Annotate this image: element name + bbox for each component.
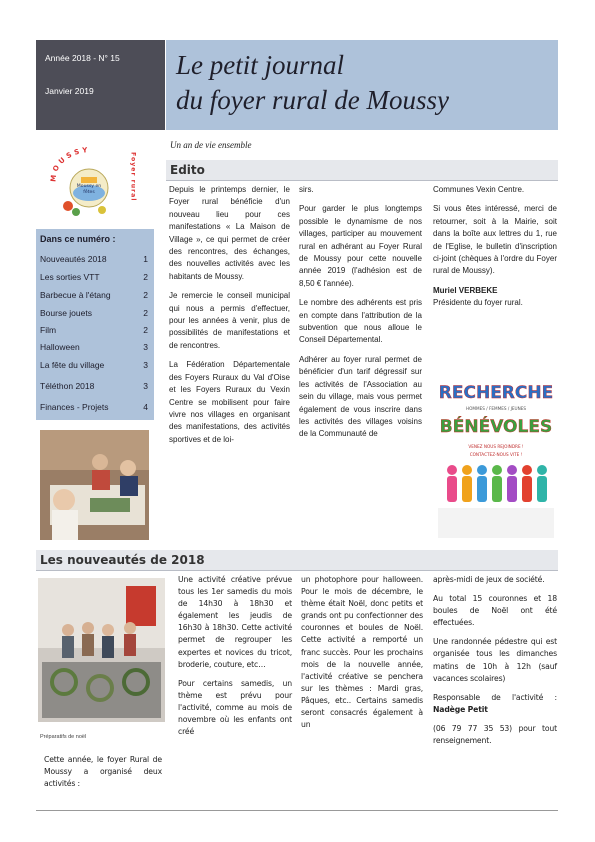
toc-item[interactable]: La fête du village 3 xyxy=(40,360,148,370)
toc-item[interactable]: Téléthon 2018 3 xyxy=(40,381,148,391)
edito-heading: Edito xyxy=(166,160,558,181)
poster-title-1: RECHERCHE xyxy=(438,383,554,403)
poster-small-1: HOMMES / FEMMES / JEUNES xyxy=(465,406,527,411)
nouveautes-column-3: après-midi de jeux de société. Au total 15 couronnes et 18 boules de Noël ont été effectuées. Une randonnée pédestre qui est organisée tous les dimanches matins de 10h à 12h (sauf vacances scolaires) Responsable de l'activité : Nadège Petit (06 79 77 35 53) pour tout renseignement. xyxy=(433,574,557,747)
logo-center-text-1: Moussy en xyxy=(76,184,102,189)
nouveautes-column-2: un photophore pour halloween. Pour le mois de décembre, le thème était Noël, donc petits et grands ont pu confectionner des couronnes et boules de Noël. Cette activité a remporté un franc succès. Pour les prochains mois de la nouvelle année, l'activité créative se penchera sur les thèmes : Mardi gras, Pâques, etc.. Certains samedis seront consacrés également à un xyxy=(301,575,423,730)
contact-phone: (06 79 77 35 53) pour tout renseignement. xyxy=(433,723,557,746)
logo-arc-text: MOUSSY xyxy=(49,146,91,183)
poster-title-2: BÉNÉVOLES xyxy=(439,417,553,437)
toc-item[interactable]: Bourse jouets 2 xyxy=(40,308,148,318)
contact-line: Responsable de l'activité : Nadège Petit xyxy=(433,692,557,714)
poster-small-3: CONTACTEZ-NOUS VITE ! xyxy=(469,452,523,457)
nouveautes-intro: Cette année, le foyer Rural de Moussy a organisé deux activités : xyxy=(44,755,162,789)
toc-item[interactable]: Halloween 3 xyxy=(40,342,148,352)
title-line-2: du foyer rural de Moussy xyxy=(176,85,449,115)
foyer-rural-logo xyxy=(48,146,142,220)
toc-item[interactable]: Nouveautés 2018 1 xyxy=(40,254,148,264)
volunteers-poster xyxy=(434,370,558,542)
toc-item[interactable]: Les sorties VTT 2 xyxy=(40,272,148,282)
title-line-1: Le petit journal xyxy=(176,50,344,80)
christmas-prep-photo xyxy=(38,578,165,722)
signature-name: Muriel VERBEKE xyxy=(433,285,498,295)
bottom-divider xyxy=(36,810,558,811)
edito-column-3: Communes Vexin Centre. Si vous êtes intéressé, merci de retourner, soit à la Mairie, soit dans la boîte aux lettres du 1, rue de l'Eglise, le bulletin d'inscription ci-joint (chèques à l'ordre du Foyer rural de Moussy). Muriel VERBEKE Présidente du foyer rural. xyxy=(433,185,557,308)
header-title-box xyxy=(166,40,558,130)
logo-side-text: Foyer rural xyxy=(129,152,137,202)
edito-column-2: sirs. Pour garder le plus longtemps possible le dynamisme de nos villages, participer au mouvement rural en adhérant au Foyer Rural de Moussy pour cette nouvelle année 2019 (l'adhésion est de 8,50 € l'année). Le nombre des adhérents est pris en compte dans l'attribution de la subvention que nous alloue le Conseil Départemental. Adhérer au foyer rural permet de bénéficier d'un tarif dégressif sur les activités de l'Association au sein du village, mais vous permet également de vous inscrire dans les activités des villages voisins de la Communauté de xyxy=(299,185,422,439)
toc-item[interactable]: Film 2 xyxy=(40,325,148,335)
contact-name: Nadège Petit xyxy=(433,704,488,714)
issue-date: Janvier 2019 xyxy=(45,86,94,96)
toc-item[interactable]: Barbecue à l'étang 2 xyxy=(40,290,148,300)
table-of-contents xyxy=(36,229,154,420)
edito-column-1: Depuis le printemps dernier, le Foyer rural bénéficie d'un nouveau lieu pour ces manifestations « La Maison de Village », ce qui permet de créer des rencontres, des échanges, des nouvelles activités avec les habitants de Moussy. Je remercie le conseil municipal qui nous a permis d'effectuer, pour les années à venir, plus de possibilités de manifestations et de rencontres. La Fédération Départementale des Foyers Ruraux du Val d'Oise et les Foyers Ruraux du Vexin Centre se mobilisent pour faire vivre nos villages en organisant des manifestations, des activités sportives et de loi- xyxy=(169,185,290,444)
toc-item[interactable]: Finances - Projets 4 xyxy=(40,402,148,412)
poster-small-2: VENEZ NOUS REJOINDRE ! xyxy=(468,444,524,449)
toc-title: Dans ce numéro : xyxy=(40,234,116,244)
logo-center-text-2: fêtes xyxy=(83,190,95,195)
children-crafting-photo xyxy=(40,430,149,540)
signature-role: Présidente du foyer rural. xyxy=(433,298,523,308)
tagline: Un an de vie ensemble xyxy=(170,140,252,150)
photo-caption: Préparatifs de noël xyxy=(40,734,87,740)
header-info-box xyxy=(36,40,165,130)
nouveautes-column-1: Une activité créative prévue tous les 1er samedis du mois de 14h30 à 18h30 et également les jeudis de 16h30 à 18h30. Cette activité permet de regrouper les expertes et novices du tricot, broderie, couture, etc… Pour certains samedis, un thème est prévu pour l'activité, comme au mois de novembre où les enfants ont créé xyxy=(178,575,292,737)
nouveautes-heading: Les nouveautés de 2018 xyxy=(36,550,558,571)
issue-number: Année 2018 - N° 15 xyxy=(45,53,120,63)
